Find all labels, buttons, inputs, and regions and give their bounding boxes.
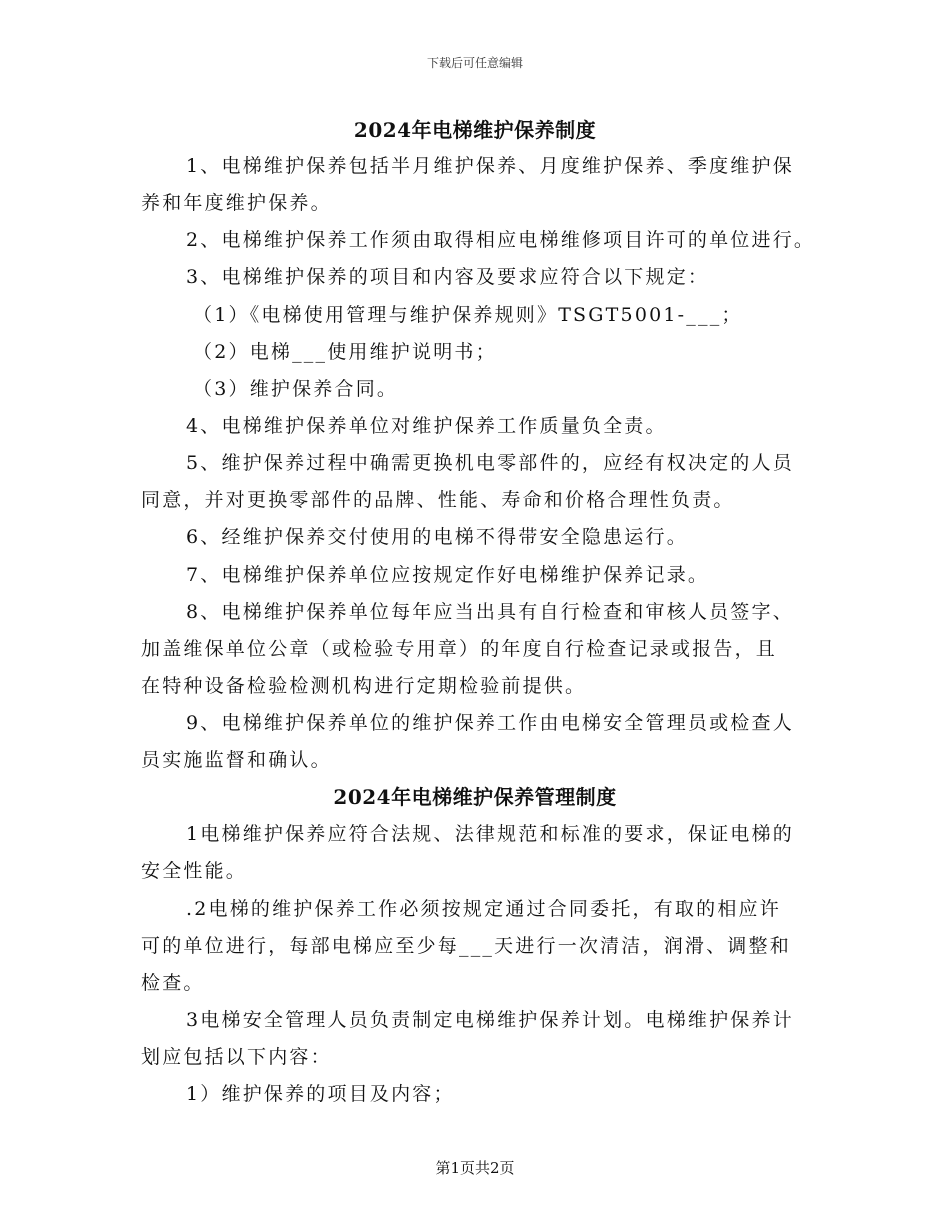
- paragraph-line: 划应包括以下内容：: [141, 1046, 332, 1068]
- paragraph-line: 检查。: [141, 972, 205, 994]
- paragraph-line: 同意，并对更换零部件的品牌、性能、寿命和价格合理性负责。: [141, 489, 735, 511]
- list-item: 1）维护保养的项目及内容；: [186, 1083, 455, 1105]
- paragraph-line: 1电梯维护保养应符合法规、法律规范和标准的要求，保证电梯的: [186, 823, 794, 845]
- paragraph-line: 5、维护保养过程中确需更换机电零部件的，应经有权决定的人员: [186, 452, 794, 474]
- paragraph-line: 在特种设备检验检测机构进行定期检验前提供。: [141, 675, 587, 697]
- paragraph-line: 1、电梯维护保养包括半月维护保养、月度维护保养、季度维护保: [186, 155, 794, 177]
- paragraph-line: 2、电梯维护保养工作须由取得相应电梯维修项目许可的单位进行。: [186, 229, 816, 251]
- paragraph-line: 9、电梯维护保养单位的维护保养工作由电梯安全管理员或检查人: [186, 712, 794, 734]
- page-number: 第1页共2页: [435, 1159, 515, 1177]
- page-header-note: 下载后可任意编辑: [426, 56, 523, 70]
- list-item: （1）《电梯使用管理与维护保养规则》TSGT5001-___；: [193, 304, 743, 326]
- paragraph-line: 8、电梯维护保养单位每年应当出具有自行检查和审核人员签字、: [186, 601, 794, 623]
- paragraph-line: 加盖维保单位公章（或检验专用章）的年度自行检查记录或报告，且: [141, 638, 778, 660]
- paragraph-line: 7、电梯维护保养单位应按规定作好电梯维护保养记录。: [186, 564, 710, 586]
- paragraph-line: 6、经维护保养交付使用的电梯不得带安全隐患运行。: [186, 526, 688, 548]
- paragraph-line: 可的单位进行，每部电梯应至少每___天进行一次清洁，润滑、调整和: [141, 935, 791, 957]
- paragraph-line: 3电梯安全管理人员负责制定电梯维护保养计划。电梯维护保养计: [186, 1009, 794, 1031]
- section-title: 2024年电梯维护保养管理制度: [333, 785, 617, 809]
- paragraph-line: 安全性能。: [141, 860, 248, 882]
- paragraph-line: 4、电梯维护保养单位对维护保养工作质量负全责。: [186, 415, 667, 437]
- paragraph-line: .2电梯的维护保养工作必须按规定通过合同委托，有取的相应许: [186, 898, 781, 920]
- paragraph-line: 养和年度维护保养。: [141, 192, 332, 214]
- document-title: 2024年电梯维护保养制度: [353, 118, 597, 142]
- list-item: （3）维护保养合同。: [193, 378, 399, 400]
- list-item: （2）电梯___使用维护说明书；: [193, 341, 497, 363]
- paragraph-line: 3、电梯维护保养的项目和内容及要求应符合以下规定：: [186, 266, 710, 288]
- paragraph-line: 员实施监督和确认。: [141, 749, 332, 771]
